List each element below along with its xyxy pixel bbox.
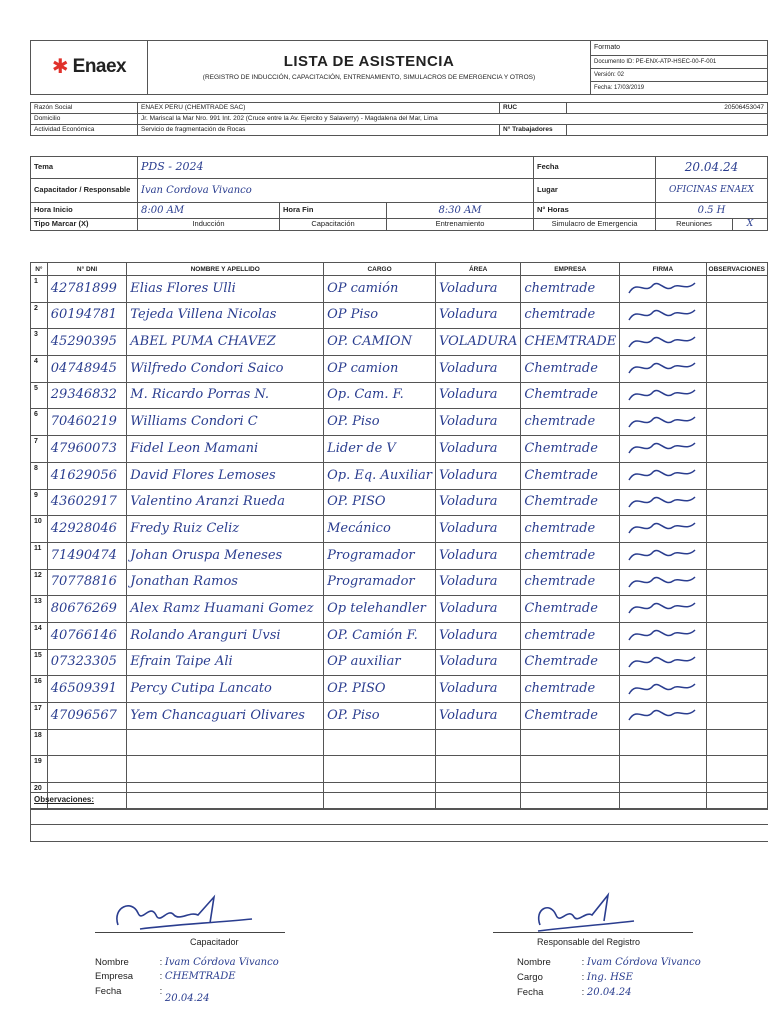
document-header [30, 40, 768, 95]
area-cell: Voladura [435, 649, 520, 676]
empresa-cell: chemtrade [521, 409, 620, 436]
horas-value: 0.5 H [656, 203, 768, 219]
attendance-row [31, 436, 768, 463]
col-firma: FIRMA [620, 263, 706, 276]
capacitador-nombre-value: Ivam Córdova Vivanco [164, 957, 279, 968]
area-cell: Voladura [435, 436, 520, 463]
observaciones-line [31, 808, 768, 809]
nombre-cell: Jonathan Ramos [127, 569, 324, 596]
ruc-value: 20506453047 [567, 103, 768, 114]
area-cell: Voladura [435, 622, 520, 649]
event-info-table [30, 156, 768, 231]
col-dni: N° DNI [47, 263, 127, 276]
capacitador-fecha-label: Fecha [95, 986, 122, 997]
tipo-entrenamiento: Entrenamiento [387, 219, 534, 231]
firma-cell [620, 462, 706, 489]
responsable-signature-line [493, 932, 693, 933]
dni-cell: 45290395 [47, 329, 127, 356]
dni-cell: 70778816 [47, 569, 127, 596]
cargo-cell: Op. Cam. F. [324, 382, 436, 409]
tipo-reuniones: Reuniones [656, 219, 733, 231]
ruc-label: RUC [500, 103, 567, 114]
firma-cell [620, 569, 706, 596]
firma-signature [623, 624, 701, 644]
empresa-cell: chemtrade [521, 569, 620, 596]
empresa-cell: chemtrade [521, 676, 620, 703]
trabajadores-value [567, 125, 768, 136]
firma-signature [623, 464, 701, 484]
firma-cell [620, 703, 706, 730]
firma-cell [620, 489, 706, 516]
firma-signature [623, 651, 701, 671]
row-number: 8 [31, 462, 48, 489]
firma-cell [620, 516, 706, 543]
col-empresa: EMPRESA [521, 263, 620, 276]
logo-cell [31, 41, 148, 95]
row-number: 16 [31, 676, 48, 703]
responsable-nombre-label: Nombre [517, 957, 551, 968]
observaciones-cell [706, 729, 767, 756]
capacitador-label: Capacitador / Responsable [31, 179, 138, 203]
tipo-mark: X [733, 219, 768, 231]
responsable-nombre-row [517, 957, 701, 968]
observaciones-cell [706, 329, 767, 356]
area-cell: Voladura [435, 516, 520, 543]
hora-inicio-value: 8:00 AM [138, 203, 280, 219]
observaciones-line [31, 824, 768, 825]
observaciones-cell [706, 276, 767, 303]
hora-inicio-label: Hora Inicio [31, 203, 138, 219]
cargo-cell: OP. Camión F. [324, 622, 436, 649]
area-cell: Voladura [435, 409, 520, 436]
empresa-cell: chemtrade [521, 276, 620, 303]
area-cell: VOLADURA [435, 329, 520, 356]
nombre-cell [127, 756, 324, 783]
area-cell: Voladura [435, 382, 520, 409]
empresa-cell: Chemtrade [521, 703, 620, 730]
tema-label: Tema [31, 157, 138, 179]
row-number: 3 [31, 329, 48, 356]
attendance-row [31, 649, 768, 676]
dni-cell: 47096567 [47, 703, 127, 730]
capacitador-role: Capacitador [190, 937, 239, 947]
colon: : [159, 957, 165, 968]
firma-cell [620, 756, 706, 783]
cargo-cell: OP. Piso [324, 703, 436, 730]
observaciones-cell [706, 649, 767, 676]
nombre-cell: Elias Flores Ulli [127, 276, 324, 303]
dni-cell [47, 756, 127, 783]
cargo-cell: OP. PISO [324, 676, 436, 703]
attendance-table [30, 262, 768, 810]
attendance-row [31, 382, 768, 409]
cargo-cell: Op. Eq. Auxiliar [324, 462, 436, 489]
row-number: 9 [31, 489, 48, 516]
dni-cell: 70460219 [47, 409, 127, 436]
dni-cell [47, 729, 127, 756]
row-number: 14 [31, 622, 48, 649]
empresa-cell: chemtrade [521, 302, 620, 329]
empresa-cell: Chemtrade [521, 462, 620, 489]
logo-text: Enaex [72, 56, 127, 78]
firma-signature [623, 544, 701, 564]
document-title: LISTA DE ASISTENCIA [283, 52, 455, 70]
dni-cell: 43602917 [47, 489, 127, 516]
cargo-cell: OP camión [324, 276, 436, 303]
row-number: 13 [31, 596, 48, 623]
razon-social-value: ENAEX PERU (CHEMTRADE SAC) [138, 103, 500, 114]
actividad-value: Servicio de fragmentación de Rocas [138, 125, 500, 136]
nombre-cell: Williams Condori C [127, 409, 324, 436]
area-cell: Voladura [435, 356, 520, 383]
colon: : [581, 987, 587, 998]
dni-cell: 80676269 [47, 596, 127, 623]
attendance-row [31, 676, 768, 703]
colon: : [159, 971, 165, 982]
nombre-cell: Fredy Ruiz Celiz [127, 516, 324, 543]
cargo-cell: Programador [324, 569, 436, 596]
empresa-cell: Chemtrade [521, 382, 620, 409]
dni-cell: 41629056 [47, 462, 127, 489]
attendance-row [31, 756, 768, 783]
responsable-fecha-row [517, 987, 631, 998]
horas-label: N° Horas [534, 203, 656, 219]
tipo-label: Tipo Marcar (X) [31, 219, 138, 231]
empresa-cell: Chemtrade [521, 649, 620, 676]
tipo-induccion: Inducción [138, 219, 280, 231]
firma-signature [623, 491, 701, 511]
firma-signature [623, 357, 701, 377]
observaciones-cell [706, 542, 767, 569]
observaciones-cell [706, 596, 767, 623]
observaciones-cell [706, 436, 767, 463]
attendance-row [31, 703, 768, 730]
row-number: 15 [31, 649, 48, 676]
enaex-logo [34, 57, 144, 78]
empresa-cell: Chemtrade [521, 356, 620, 383]
capacitador-nombre-label: Nombre [95, 957, 129, 968]
area-cell [435, 756, 520, 783]
nombre-cell [127, 729, 324, 756]
document-subtitle: (REGISTRO DE INDUCCIÓN, CAPACITACIÓN, ENTRENAMIENTO, SIMULACROS DE EMERGENCIA Y OTROS) [202, 74, 536, 82]
firma-signature [623, 597, 701, 617]
fecha-label: Fecha [534, 157, 656, 179]
area-cell: Voladura [435, 703, 520, 730]
dni-cell: 71490474 [47, 542, 127, 569]
cargo-cell [324, 756, 436, 783]
attendance-header-row [31, 263, 768, 276]
fecha-value: 20.04.24 [656, 157, 768, 179]
nombre-cell: Yem Chancaguari Olivares [127, 703, 324, 730]
firma-cell [620, 356, 706, 383]
tema-value: PDS - 2024 [138, 157, 534, 179]
company-info-table [30, 102, 768, 136]
empresa-cell: CHEMTRADE [521, 329, 620, 356]
dni-cell: 42781899 [47, 276, 127, 303]
firma-cell [620, 676, 706, 703]
firma-signature [623, 277, 701, 297]
firma-signature [623, 517, 701, 537]
firma-cell [620, 302, 706, 329]
document-version: Versión: 02 [591, 68, 768, 81]
row-number: 19 [31, 756, 48, 783]
area-cell: Voladura [435, 489, 520, 516]
capacitador-empresa-label: Empresa [95, 971, 134, 982]
dni-cell: 47960073 [47, 436, 127, 463]
cargo-cell: Programador [324, 542, 436, 569]
empresa-cell: Chemtrade [521, 436, 620, 463]
title-cell [148, 41, 591, 95]
observaciones-cell [706, 569, 767, 596]
attendance-row [31, 542, 768, 569]
col-observaciones: OBSERVACIONES [706, 263, 767, 276]
dni-cell: 40766146 [47, 622, 127, 649]
attendance-row [31, 409, 768, 436]
document-date: Fecha: 17/03/2019 [591, 81, 768, 94]
cargo-cell: Mecánico [324, 516, 436, 543]
colon: : [581, 957, 587, 968]
observaciones-box [30, 792, 768, 842]
nombre-cell: Wilfredo Condori Saico [127, 356, 324, 383]
row-number: 4 [31, 356, 48, 383]
area-cell: Voladura [435, 569, 520, 596]
capacitador-fecha-value: 20.04.24 [164, 993, 210, 1004]
capacitador-nombre-row [95, 957, 279, 968]
colon: : [159, 986, 165, 997]
actividad-label: Actividad Económica [31, 125, 138, 136]
responsable-cargo-value: Ing. HSE [586, 972, 633, 983]
dni-cell: 07323305 [47, 649, 127, 676]
attendance-body [31, 276, 768, 810]
observaciones-label: Observaciones: [34, 795, 95, 804]
firma-cell [620, 436, 706, 463]
attendance-row [31, 489, 768, 516]
capacitador-empresa-value: CHEMTRADE [164, 971, 236, 982]
empresa-cell: chemtrade [521, 542, 620, 569]
row-number: 5 [31, 382, 48, 409]
cargo-cell [324, 729, 436, 756]
col-nombre: NOMBRE Y APELLIDO [127, 263, 324, 276]
firma-cell [620, 622, 706, 649]
attendance-row [31, 596, 768, 623]
capacitador-value: Ivan Cordova Vivanco [138, 179, 534, 203]
row-number: 18 [31, 729, 48, 756]
dni-cell: 29346832 [47, 382, 127, 409]
empresa-cell [521, 756, 620, 783]
cargo-cell: OP camion [324, 356, 436, 383]
row-number: 20 [31, 783, 48, 810]
firma-signature [623, 704, 701, 724]
row-number: 2 [31, 302, 48, 329]
nombre-cell: Tejeda Villena Nicolas [127, 302, 324, 329]
attendance-row [31, 329, 768, 356]
responsable-fecha-value: 20.04.24 [586, 987, 632, 998]
nombre-cell: Percy Cutipa Lancato [127, 676, 324, 703]
dni-cell: 04748945 [47, 356, 127, 383]
col-n: N° [31, 263, 48, 276]
firma-cell [620, 729, 706, 756]
attendance-row [31, 356, 768, 383]
enaex-star-icon: ✱ [51, 56, 69, 79]
cargo-cell: OP. Piso [324, 409, 436, 436]
domicilio-value: Jr. Mariscal la Mar Nro. 991 Int. 202 (Cruce entre la Av. Ejercito y Salaverry) - Magdalena del Mar, Lima [138, 114, 768, 125]
area-cell [435, 729, 520, 756]
cargo-cell: OP auxiliar [324, 649, 436, 676]
nombre-cell: Rolando Aranguri Uvsi [127, 622, 324, 649]
observaciones-cell [706, 409, 767, 436]
dni-cell: 42928046 [47, 516, 127, 543]
area-cell: Voladura [435, 596, 520, 623]
observaciones-cell [706, 489, 767, 516]
empresa-cell: chemtrade [521, 516, 620, 543]
capacitador-fecha-row [95, 986, 210, 1004]
row-number: 1 [31, 276, 48, 303]
area-cell: Voladura [435, 542, 520, 569]
firma-signature [623, 384, 701, 404]
dni-cell: 60194781 [47, 302, 127, 329]
empresa-cell: Chemtrade [521, 596, 620, 623]
firma-signature [623, 571, 701, 591]
attendance-row [31, 516, 768, 543]
firma-cell [620, 596, 706, 623]
row-number: 7 [31, 436, 48, 463]
nombre-cell: M. Ricardo Porras N. [127, 382, 324, 409]
attendance-row [31, 302, 768, 329]
hora-fin-label: Hora Fin [280, 203, 387, 219]
responsable-cargo-row [517, 972, 633, 983]
observaciones-cell [706, 356, 767, 383]
firma-cell [620, 649, 706, 676]
nombre-cell: ABEL PUMA CHAVEZ [127, 329, 324, 356]
cargo-cell: Op telehandler [324, 596, 436, 623]
responsable-role: Responsable del Registro [537, 937, 641, 947]
nombre-cell: Fidel Leon Mamani [127, 436, 324, 463]
area-cell: Voladura [435, 302, 520, 329]
lugar-value: OFICINAS ENAEX [656, 179, 768, 203]
firma-cell [620, 329, 706, 356]
area-cell: Voladura [435, 462, 520, 489]
colon: : [581, 972, 587, 983]
area-cell: Voladura [435, 276, 520, 303]
firma-signature [623, 437, 701, 457]
attendance-row [31, 569, 768, 596]
capacitador-signature-line [95, 932, 285, 933]
firma-cell [620, 409, 706, 436]
col-cargo: CARGO [324, 263, 436, 276]
nombre-cell: Valentino Aranzi Rueda [127, 489, 324, 516]
firma-signature [623, 304, 701, 324]
document-id: Documento ID: PE-ENX-ATP-HSEC-00-F-001 [591, 55, 768, 68]
empresa-cell: chemtrade [521, 622, 620, 649]
responsable-fecha-label: Fecha [517, 987, 544, 998]
row-number: 17 [31, 703, 48, 730]
nombre-cell: Alex Ramz Huamani Gomez [127, 596, 324, 623]
firma-cell [620, 542, 706, 569]
attendance-row [31, 276, 768, 303]
area-cell: Voladura [435, 676, 520, 703]
responsable-cargo-label: Cargo [517, 972, 543, 983]
nombre-cell: Johan Oruspa Meneses [127, 542, 324, 569]
observaciones-cell [706, 516, 767, 543]
nombre-cell: Efrain Taipe Ali [127, 649, 324, 676]
tipo-capacitacion: Capacitación [280, 219, 387, 231]
firma-signature [623, 411, 701, 431]
firma-signature [623, 678, 701, 698]
observaciones-cell [706, 703, 767, 730]
observaciones-cell [706, 462, 767, 489]
empresa-cell [521, 729, 620, 756]
format-label: Formato [591, 41, 768, 56]
empresa-cell: Chemtrade [521, 489, 620, 516]
row-number: 11 [31, 542, 48, 569]
domicilio-label: Domicilio [31, 114, 138, 125]
observaciones-cell [706, 676, 767, 703]
responsable-nombre-value: Ivam Córdova Vivanco [586, 957, 701, 968]
firma-cell [620, 382, 706, 409]
attendance-row [31, 729, 768, 756]
cargo-cell: OP. CAMION [324, 329, 436, 356]
hora-fin-value: 8:30 AM [387, 203, 534, 219]
observaciones-cell [706, 302, 767, 329]
firma-signature [623, 331, 701, 351]
attendance-row [31, 462, 768, 489]
observaciones-cell [706, 622, 767, 649]
row-number: 12 [31, 569, 48, 596]
col-area: ÁREA [435, 263, 520, 276]
row-number: 6 [31, 409, 48, 436]
attendance-row [31, 622, 768, 649]
lugar-label: Lugar [534, 179, 656, 203]
row-number: 10 [31, 516, 48, 543]
nombre-cell: David Flores Lemoses [127, 462, 324, 489]
capacitador-empresa-row [95, 971, 236, 982]
dni-cell: 46509391 [47, 676, 127, 703]
observaciones-cell [706, 756, 767, 783]
firma-cell [620, 276, 706, 303]
razon-social-label: Razón Social [31, 103, 138, 114]
cargo-cell: OP Piso [324, 302, 436, 329]
observaciones-cell [706, 382, 767, 409]
tipo-simulacro: Simulacro de Emergencia [534, 219, 656, 231]
trabajadores-label: N° Trabajadores [500, 125, 567, 136]
cargo-cell: OP. PISO [324, 489, 436, 516]
cargo-cell: Lider de V [324, 436, 436, 463]
